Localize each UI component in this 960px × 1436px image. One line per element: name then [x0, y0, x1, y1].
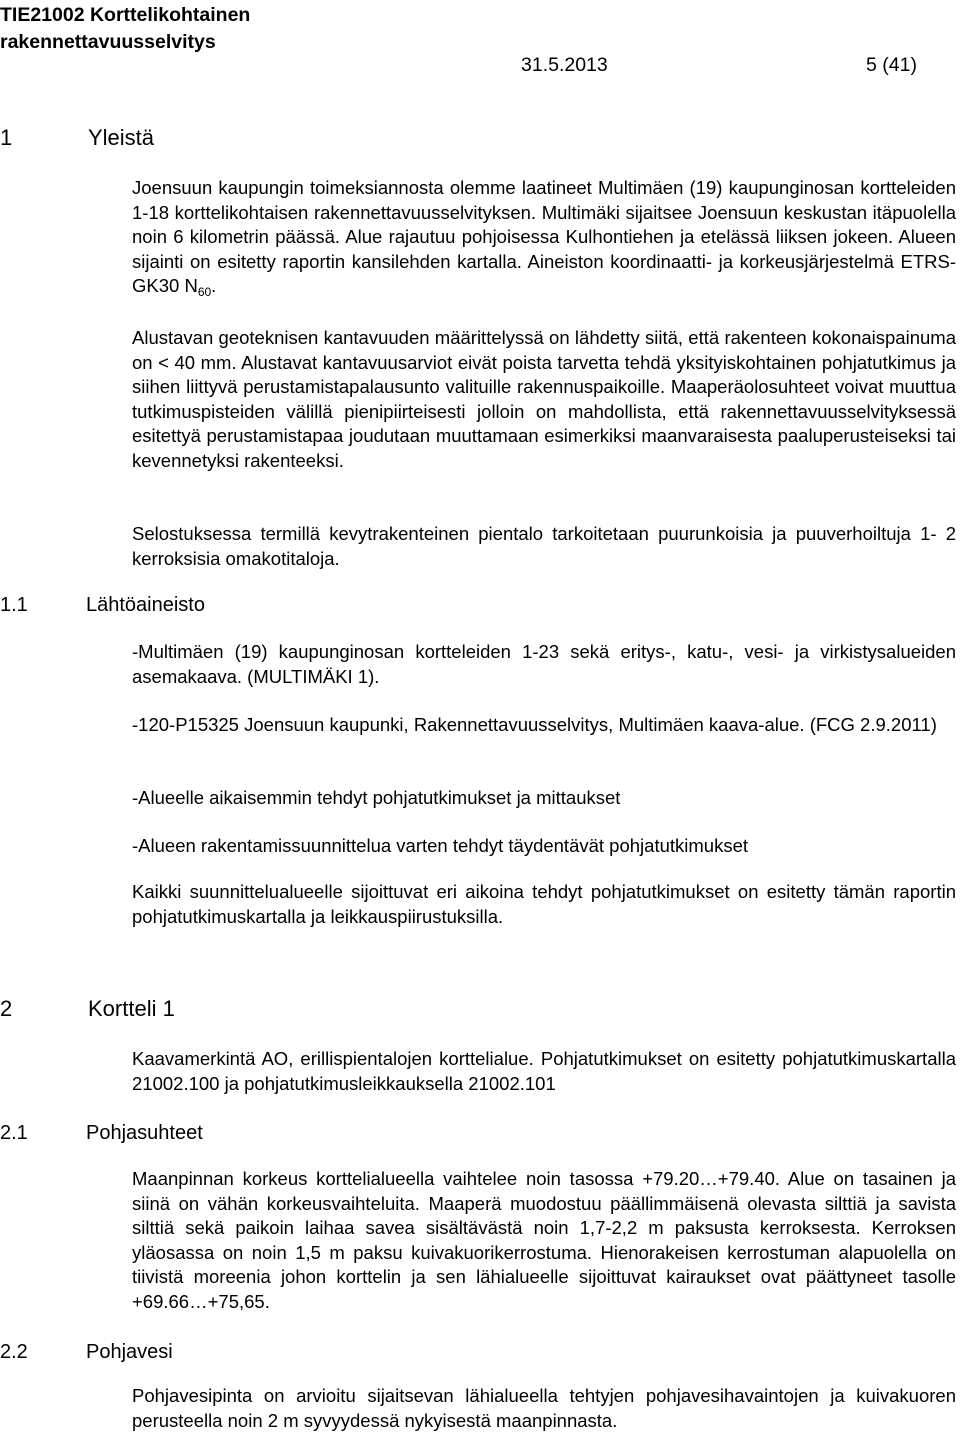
paragraph-introduction [132, 176, 956, 301]
section-heading-kortteli-1 [0, 995, 175, 1023]
section-heading-yleista [0, 124, 154, 152]
section-heading-lahtoaineisto [0, 592, 205, 618]
section-heading-pohjavesi [0, 1339, 173, 1365]
source-item-earlier-surveys: -Alueelle aikaisemmin tehdyt pohjatutkimukset ja mittaukset [132, 787, 621, 808]
section-heading-pohjasuhteet [0, 1120, 203, 1146]
paragraph-bearing-capacity: Alustavan geoteknisen kantavuuden määrittelyssä on lähdetty siitä, että rakenteen kokonaispainuma on < 40 mm. Alustavat kantavuusarviot eivät poista tarvetta tehdä yksityiskohtainen pohjatutkimus ja siihen liittyvä perustamistapalausunto valituille rakennuspaikoille. Maaperäolosuhteet voivat muuttua tutkimuspisteiden välillä pienipiirteisesti jolloin on mahdollista, että rakennettavuusselvityksessä esitettyä perustamistapaa joudutaan muuttamaan esimerkiksi maanvaraisesta paaluperusteiseksi tai kevennetyksi rakenteeksi. [132, 327, 956, 471]
paragraph-survey-map: Kaikki suunnittelualueelle sijoittuvat eri aikoina tehdyt pohjatutkimukset on esitetty tämän raportin pohjatutkimuskartalla ja leikkauspiirustuksilla. [132, 881, 956, 927]
subscript-n60: 60 [197, 285, 212, 299]
header-page-number: 5 (41) [866, 54, 917, 76]
section-title: Lähtöaineisto [86, 594, 205, 616]
section-number: 2.2 [0, 1341, 28, 1363]
section-number: 1.1 [0, 594, 28, 616]
source-item-report: -120-P15325 Joensuun kaupunki, Rakennettavuusselvitys, Multimäen kaava-alue. (FCG 2.9.2011) [132, 714, 937, 735]
section-title: Yleistä [88, 125, 155, 150]
paragraph-text: Joensuun kaupungin toimeksiannosta olemme laatineet Multimäen (19) kaupunginosan kortteleiden 1-18 korttelikohtaisen rakennettavuusselvityksen. Multimäki sijaitsee Joensuun keskustan itäpuolella noin 6 kilometrin päässä. Alue rajautuu pohjoisessa Kulhontiehen ja etelässä liiksen jokeen. Alueen sijainti on esitetty raportin kansilehden kartalla. Aineiston koordinaatti- ja korkeusjärjestelmä ETRS-GK30 N [132, 177, 956, 296]
section-title: Pohjasuhteet [86, 1122, 203, 1144]
section-title: Kortteli 1 [88, 996, 175, 1021]
paragraph-end: . [211, 275, 217, 296]
source-item-zoning: -Multimäen (19) kaupunginosan kortteleiden 1-23 sekä eritys-, katu-, vesi- ja virkistysalueiden asemakaava. (MULTIMÄKI 1). [132, 641, 956, 687]
section-number: 1 [0, 125, 13, 150]
header-title-line2: rakennettavuusselvitys [0, 31, 216, 53]
paragraph-groundwater: Pohjavesipinta on arvioitu sijaitsevan lähialueella tehtyjen pohjavesihavaintojen ja kuivakuoren perusteella noin 2 m syvyydessä nykyisestä maanpinnasta. [132, 1385, 956, 1431]
header-date: 31.5.2013 [521, 54, 608, 76]
section-number: 2 [0, 996, 13, 1021]
paragraph-zoning-marking: Kaavamerkintä AO, erillispientalojen korttelialue. Pohjatutkimukset on esitetty pohjatutkimuskartalla 21002.100 ja pohjatutkimusleikkauksella 21002.101 [132, 1048, 956, 1094]
section-number: 2.1 [0, 1122, 28, 1144]
document-header-title [0, 2, 250, 56]
source-item-supplementary-surveys: -Alueen rakentamissuunnittelua varten tehdyt täydentävät pohjatutkimukset [132, 835, 749, 856]
paragraph-ground-conditions: Maanpinnan korkeus korttelialueella vaihtelee noin tasossa +79.20…+79.40. Alue on tasainen ja siinä on vähän korkeusvaihteluita. Maaperä muodostuu päällimmäisenä olevasta silttiä ja savista silttiä sekä paikoin laihaa savea sisältävästä noin 1,7-2,2 m paksusta kerroksesta. Kerroksen yläosassa on noin 1,5 m paksu kuivakuorikerrostuma. Hienorakeisen kerrostuman alapuolella on tiivistä moreenia johon korttelin ja sen lähialueelle sijoittuvat kairaukset ovat päättyneet tasolle +69.66…+75,65. [132, 1168, 956, 1312]
section-title: Pohjavesi [86, 1341, 173, 1363]
header-title-line1: TIE21002 Korttelikohtainen [0, 4, 251, 26]
paragraph-lightweight-definition: Selostuksessa termillä kevytrakenteinen pientalo tarkoitetaan puurunkoisia ja puuverhoiltuja 1- 2 kerroksisia omakotitaloja. [132, 523, 956, 569]
